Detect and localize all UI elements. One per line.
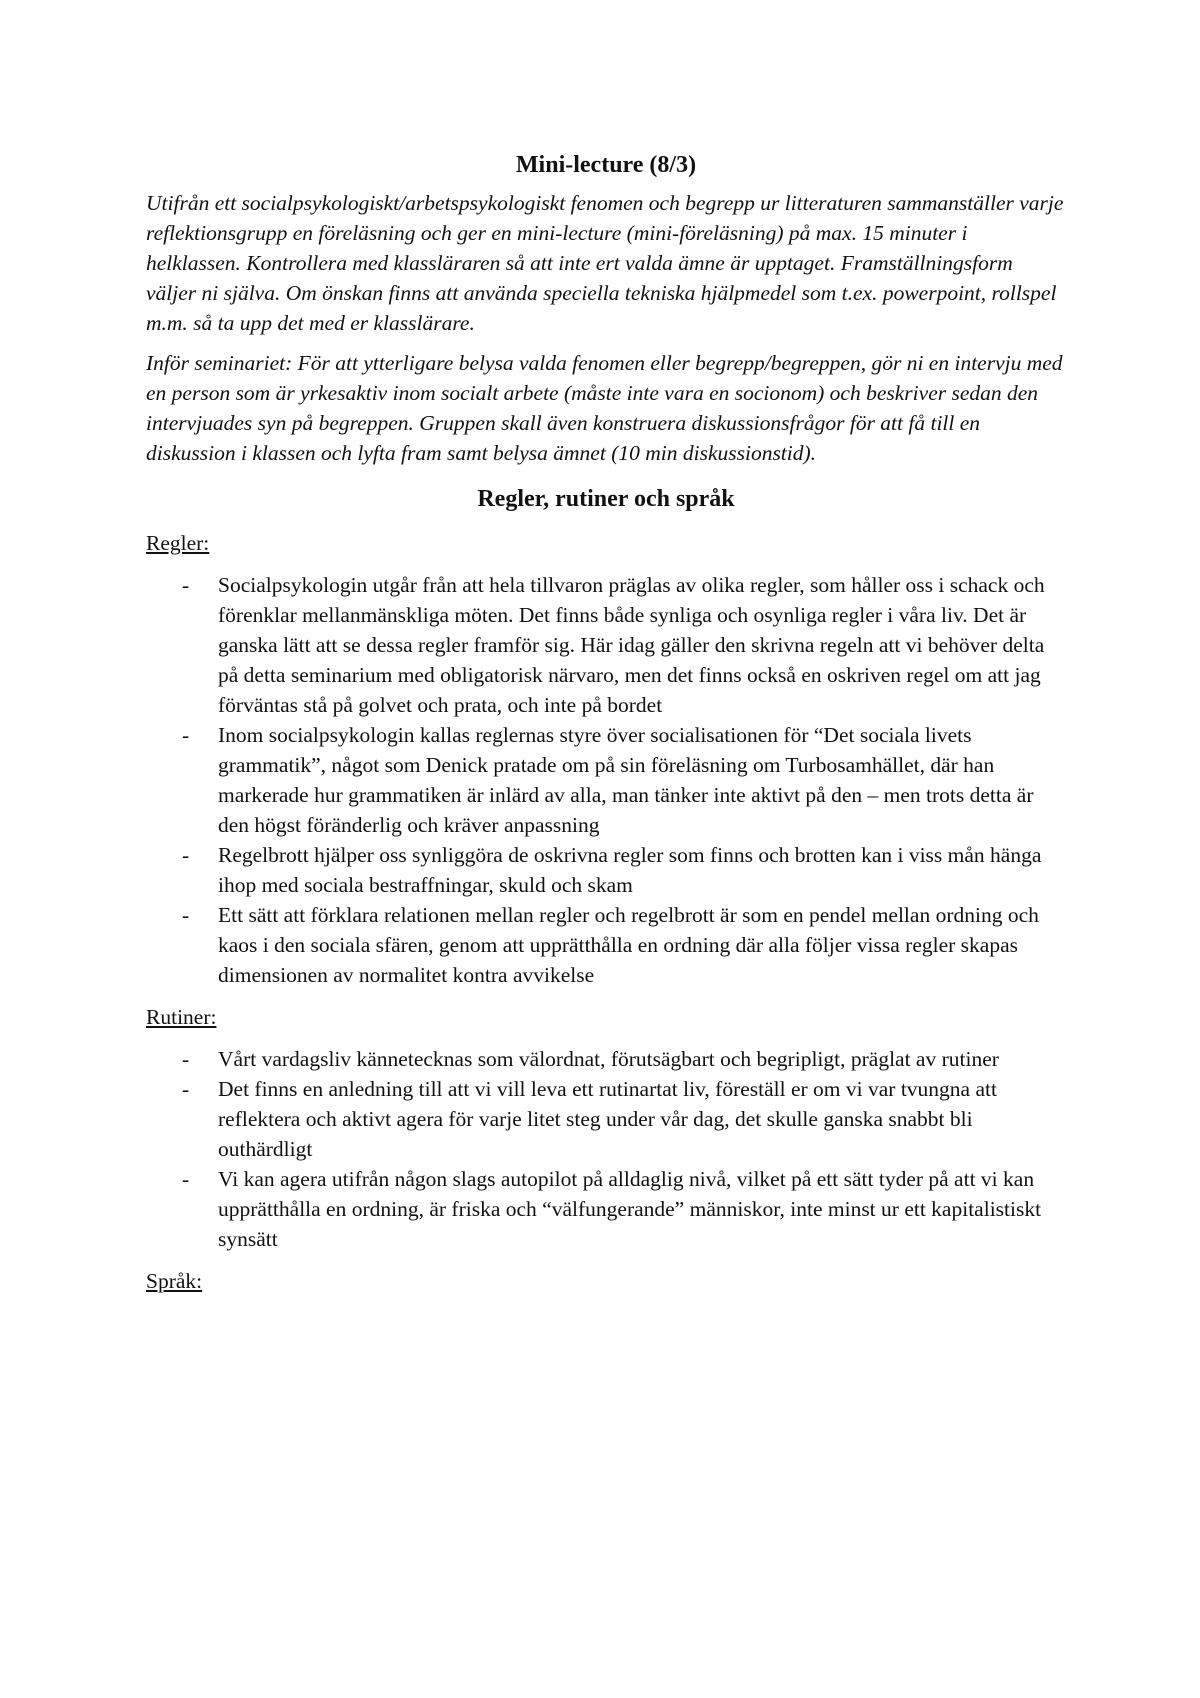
list-item-text: Vårt vardagsliv kännetecknas som välordnat, förutsägbart och begripligt, präglat av rutiner xyxy=(218,1047,999,1071)
dash-bullet: - xyxy=(182,1047,190,1071)
rutiner-list xyxy=(146,1044,1066,1254)
list-item-text: Ett sätt att förklara relationen mellan regler och regelbrott är som en pendel mellan ordning och kaos i den sociala sfären, genom att upprätthålla en ordning där alla följer vissa regler skapas dimensionen av normalitet kontra avvikelse xyxy=(218,903,1039,987)
list-item xyxy=(146,720,1066,840)
regler-heading: Regler: xyxy=(146,531,210,555)
list-item xyxy=(146,1044,1066,1074)
document-body xyxy=(146,150,1066,1308)
list-item xyxy=(146,570,1066,720)
dash-bullet: - xyxy=(182,903,190,927)
dash-bullet: - xyxy=(182,723,190,747)
list-item-text: Vi kan agera utifrån någon slags autopilot på alldaglig nivå, vilket på ett sätt tyder på att vi kan upprätthålla en ordning, är friska och “välfungerande” människor, inte minst ur ett kapitalistiskt synsätt xyxy=(218,1167,1042,1251)
section-title: Regler, rutiner och språk xyxy=(477,486,735,512)
list-item-text: Det finns en anledning till att vi vill leva ett rutinartat liv, föreställ er om vi var tvungna att reflektera och aktivt agera för varje litet steg under vår dag, det skulle ganska snabbt bli outhärdligt xyxy=(218,1077,997,1161)
document-title: Mini-lecture (8/3) xyxy=(515,152,697,178)
intro-paragraph-1: Utifrån ett socialpsykologiskt/arbetspsykologiskt fenomen och begrepp ur litteraturen sammanställer varje reflektionsgrupp en föreläsning och ger en mini-lecture (mini-föreläsning) på max. 15 minuter i helklassen. Kontrollera med klassläraren så att inte ert valda ämne är upptaget. Framställningsform väljer ni själva. Om önskan finns att använda speciella tekniska hjälpmedel som t.ex. powerpoint, rollspel m.m. så ta upp det med er klasslärare. xyxy=(146,191,1064,335)
sprak-heading: Språk: xyxy=(146,1269,203,1293)
intro-paragraph-2: Inför seminariet: För att ytterligare belysa valda fenomen eller begrepp/begreppen, gör ni en intervju med en person som är yrkesaktiv inom socialt arbete (måste inte vara en socionom) och beskriver sedan den intervjuades syn på begreppen. Gruppen skall även konstruera diskussionsfrågor för att få till en diskussion i klassen och lyfta fram samt belysa ämnet (10 min diskussionstid). xyxy=(146,351,1063,465)
list-item-text: Inom socialpsykologin kallas reglernas styre över socialisationen för “Det sociala livets grammatik”, något som Denick pratade om på sin föreläsning om Turbosamhället, där han markerade hur grammatiken är inlärd av alla, man tänker inte aktivt på den – men trots detta är den högst föränderlig och kräver anpassning xyxy=(218,723,1034,837)
rutiner-heading: Rutiner: xyxy=(146,1005,217,1029)
dash-bullet: - xyxy=(182,573,190,597)
dash-bullet: - xyxy=(182,1077,190,1101)
dash-bullet: - xyxy=(182,1167,190,1191)
list-item xyxy=(146,840,1066,900)
list-item xyxy=(146,1164,1066,1254)
dash-bullet: - xyxy=(182,843,190,867)
list-item-text: Regelbrott hjälper oss synliggöra de oskrivna regler som finns och brotten kan i viss mån hänga ihop med sociala bestraffningar, skuld och skam xyxy=(218,843,1042,897)
list-item xyxy=(146,1074,1066,1164)
regler-list xyxy=(146,570,1066,990)
list-item xyxy=(146,900,1066,990)
list-item-text: Socialpsykologin utgår från att hela tillvaron präglas av olika regler, som håller oss i schack och förenklar mellanmänskliga möten. Det finns både synliga och osynliga regler i våra liv. Det är ganska lätt att se dessa regler framför sig. Här idag gäller den skrivna regeln att vi behöver delta på detta seminarium med obligatorisk närvaro, men det finns också en oskriven regel om att jag förväntas stå på golvet och prata, och inte på bordet xyxy=(218,573,1045,717)
